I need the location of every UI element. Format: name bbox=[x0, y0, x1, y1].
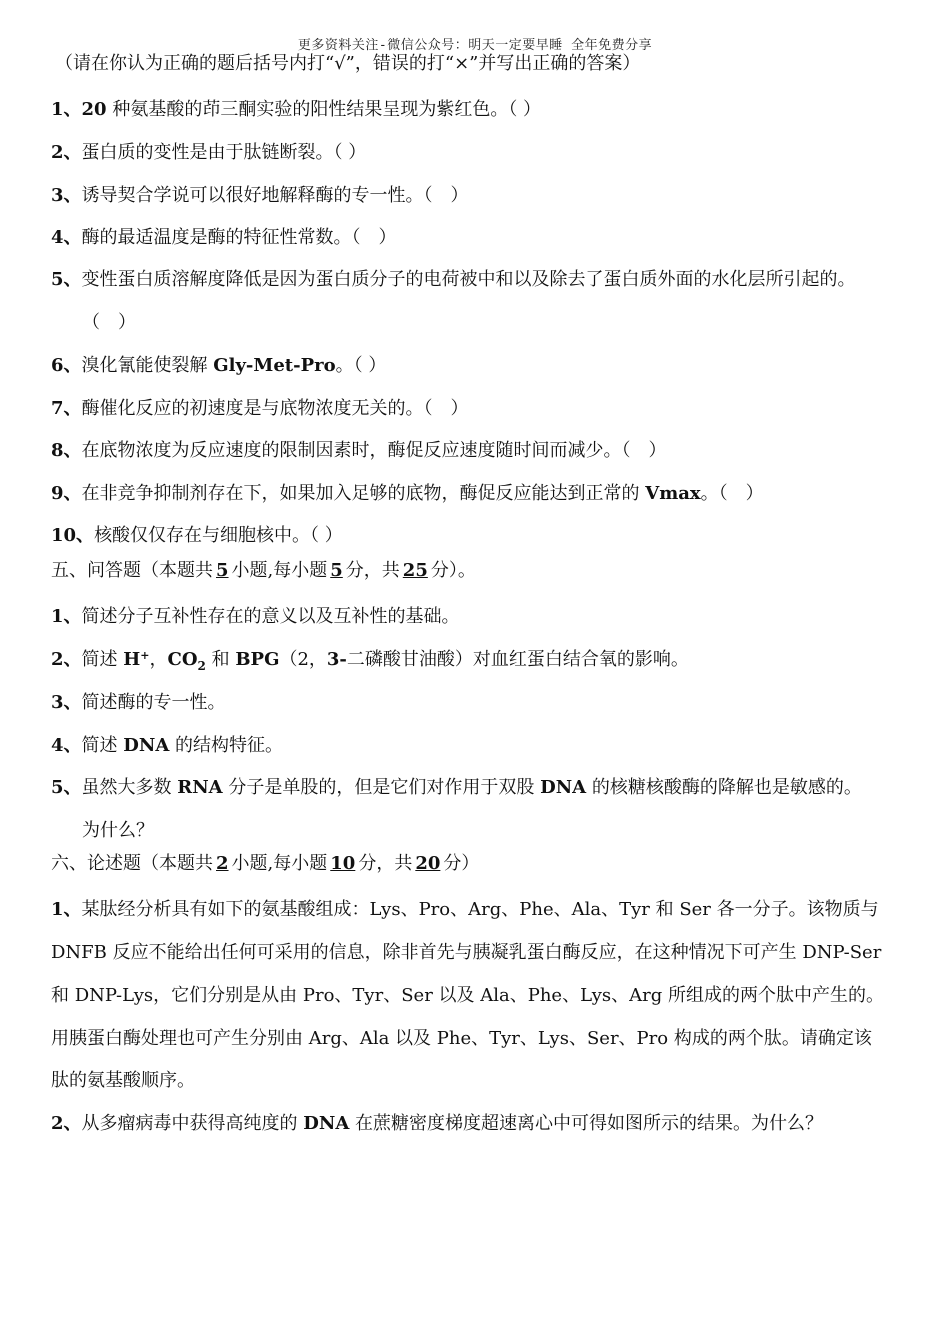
section-5-heading bbox=[51, 559, 476, 583]
heading-text: 小题,每小题 bbox=[231, 560, 328, 581]
item-bold: DNA bbox=[303, 1113, 350, 1134]
item-text: 从多瘤病毒中获得高纯度的 bbox=[81, 1113, 304, 1134]
item-bold: RNA bbox=[177, 777, 223, 798]
tf-item-2 bbox=[51, 141, 366, 165]
s6-question-1-line-2: DNFB 反应不能给出任何可采用的信息，除非首先与胰凝乳蛋白酶反应，在这种情况下可产生 DNP-Ser bbox=[51, 942, 882, 963]
tf-item-5 bbox=[51, 268, 856, 292]
question-count: 2 bbox=[216, 853, 229, 874]
item-number: 5、 bbox=[51, 269, 82, 290]
item-text: 分子是单股的，但是它们对作用于双股 bbox=[222, 777, 541, 798]
item-text: （2， bbox=[279, 649, 327, 670]
question-count: 5 bbox=[216, 560, 229, 581]
heading-text: 六、论述题（本题共 bbox=[51, 853, 213, 874]
heading-text: 分，共 bbox=[345, 560, 400, 581]
item-text: 酶催化反应的初速度是与底物浓度无关的。（ ） bbox=[81, 398, 469, 419]
points-total: 20 bbox=[415, 853, 441, 874]
s5-question-1 bbox=[51, 605, 460, 629]
item-text: 虽然大多数 bbox=[81, 777, 178, 798]
item-text: 核酸仅仅存在与细胞核中。（ ） bbox=[94, 525, 343, 546]
heading-text: 五、问答题（本题共 bbox=[51, 560, 213, 581]
points-each: 10 bbox=[330, 853, 356, 874]
item-text: 简述 bbox=[81, 649, 124, 670]
item-bold: CO bbox=[167, 649, 198, 670]
tf-item-9 bbox=[51, 482, 764, 506]
heading-text: 分） bbox=[443, 853, 480, 874]
instruction-line: （请在你认为正确的题后括号内打“√”，错误的打“×”并写出正确的答案） bbox=[55, 53, 641, 74]
item-number: 6、 bbox=[51, 355, 82, 376]
tf-item-7 bbox=[51, 397, 469, 421]
tf-item-10 bbox=[51, 524, 343, 548]
item-text: 蛋白质的变性是由于肽链断裂。（ ） bbox=[81, 142, 367, 163]
item-number: 2、 bbox=[51, 1113, 82, 1134]
s5-question-4 bbox=[51, 734, 283, 758]
item-number: 3、 bbox=[51, 692, 82, 713]
item-text: 在底物浓度为反应速度的限制因素时，酶促反应速度随时间而减少。（ ） bbox=[81, 440, 667, 461]
section-6-heading bbox=[51, 852, 479, 876]
item-text: 的结构特征。 bbox=[169, 735, 284, 756]
item-text: 二磷酸甘油酸）对血红蛋白结合氧的影响。 bbox=[346, 649, 689, 670]
item-text: 简述酶的专一性。 bbox=[81, 692, 226, 713]
item-number: 8、 bbox=[51, 440, 82, 461]
item-bold: 3- bbox=[326, 649, 347, 670]
item-number: 1、 bbox=[51, 99, 82, 120]
tf-item-5-cont: （ ） bbox=[82, 312, 136, 333]
item-number: 2、 bbox=[51, 142, 82, 163]
item-bold: DNA bbox=[540, 777, 587, 798]
item-number: 3、 bbox=[51, 185, 82, 206]
points-total: 25 bbox=[402, 560, 428, 581]
tf-item-6 bbox=[51, 354, 386, 378]
item-bold: BPG bbox=[235, 649, 280, 670]
item-text: 溴化氰能使裂解 bbox=[81, 355, 214, 376]
heading-text: 小题,每小题 bbox=[231, 853, 328, 874]
item-number: 7、 bbox=[51, 398, 82, 419]
item-bold: 20 bbox=[81, 99, 107, 120]
item-text: 。（ ） bbox=[700, 483, 764, 504]
item-text: 种氨基酸的茚三酮实验的阳性结果呈现为紫红色。（ ） bbox=[106, 99, 542, 120]
s5-question-2 bbox=[51, 648, 689, 672]
points-each: 5 bbox=[330, 560, 343, 581]
item-bold: DNA bbox=[123, 735, 170, 756]
item-number: 2、 bbox=[51, 649, 82, 670]
item-number: 10、 bbox=[51, 525, 95, 546]
item-text: 简述 bbox=[81, 735, 124, 756]
item-number: 4、 bbox=[51, 735, 82, 756]
item-bold: Vmax bbox=[645, 483, 701, 504]
item-text: 在蔗糖密度梯度超速离心中可得如图所示的结果。为什么？ bbox=[349, 1113, 824, 1134]
item-text: 和 bbox=[205, 649, 236, 670]
item-number: 5、 bbox=[51, 777, 82, 798]
s6-question-1-line-3: 和 DNP-Lys，它们分别是从由 Pro、Tyr、Ser 以及 Ala、Phe、Lys、Arg 所组成的两个肽中产生的。 bbox=[51, 985, 884, 1006]
item-bold: Gly-Met-Pro bbox=[213, 355, 336, 376]
s6-question-1-line-4: 用胰蛋白酶处理也可产生分别由 Arg、Ala 以及 Phe、Tyr、Lys、Ser、Pro 构成的两个肽。请确定该 bbox=[51, 1028, 872, 1049]
item-number: 9、 bbox=[51, 483, 82, 504]
item-number: 1、 bbox=[51, 606, 82, 627]
item-text: ， bbox=[149, 649, 168, 670]
s6-question-1-line-5: 肽的氨基酸顺序。 bbox=[51, 1070, 195, 1091]
s5-question-5-cont: 为什么？ bbox=[82, 820, 154, 841]
item-text: 诱导契合学说可以很好地解释酶的专一性。（ ） bbox=[81, 185, 469, 206]
item-text: 变性蛋白质溶解度降低是因为蛋白质分子的电荷被中和以及除去了蛋白质外面的水化层所引起的。 bbox=[81, 269, 856, 290]
item-text: 在非竞争抑制剂存在下，如果加入足够的底物，酶促反应能达到正常的 bbox=[81, 483, 646, 504]
item-text: 的核糖核酸酶的降解也是敏感的。 bbox=[586, 777, 862, 798]
subscript: 2 bbox=[197, 659, 206, 673]
item-number: 1、 bbox=[51, 899, 82, 920]
item-bold: H bbox=[123, 649, 141, 670]
s6-question-2 bbox=[51, 1112, 823, 1136]
item-text: 某肽经分析具有如下的氨基酸组成：Lys、Pro、Arg、Phe、Ala、Tyr 和 Ser 各一分子。该物质与 bbox=[81, 899, 879, 920]
tf-item-8 bbox=[51, 439, 667, 463]
s6-question-1-line-1 bbox=[51, 898, 879, 922]
item-text: 简述分子互补性存在的意义以及互补性的基础。 bbox=[81, 606, 460, 627]
s5-question-5 bbox=[51, 776, 862, 800]
tf-item-1 bbox=[51, 98, 541, 122]
tf-item-4 bbox=[51, 226, 397, 250]
item-text: 。（ ） bbox=[335, 355, 387, 376]
heading-text: 分）。 bbox=[430, 560, 476, 581]
tf-item-3 bbox=[51, 184, 469, 208]
s5-question-3 bbox=[51, 691, 226, 715]
item-number: 4、 bbox=[51, 227, 82, 248]
item-text: 酶的最适温度是酶的特征性常数。（ ） bbox=[81, 227, 397, 248]
heading-text: 分，共 bbox=[358, 853, 413, 874]
superscript: + bbox=[140, 649, 150, 662]
promo-header: 更多资料关注-微信公众号：明天一定要早睡 全年免费分享 bbox=[297, 38, 653, 53]
